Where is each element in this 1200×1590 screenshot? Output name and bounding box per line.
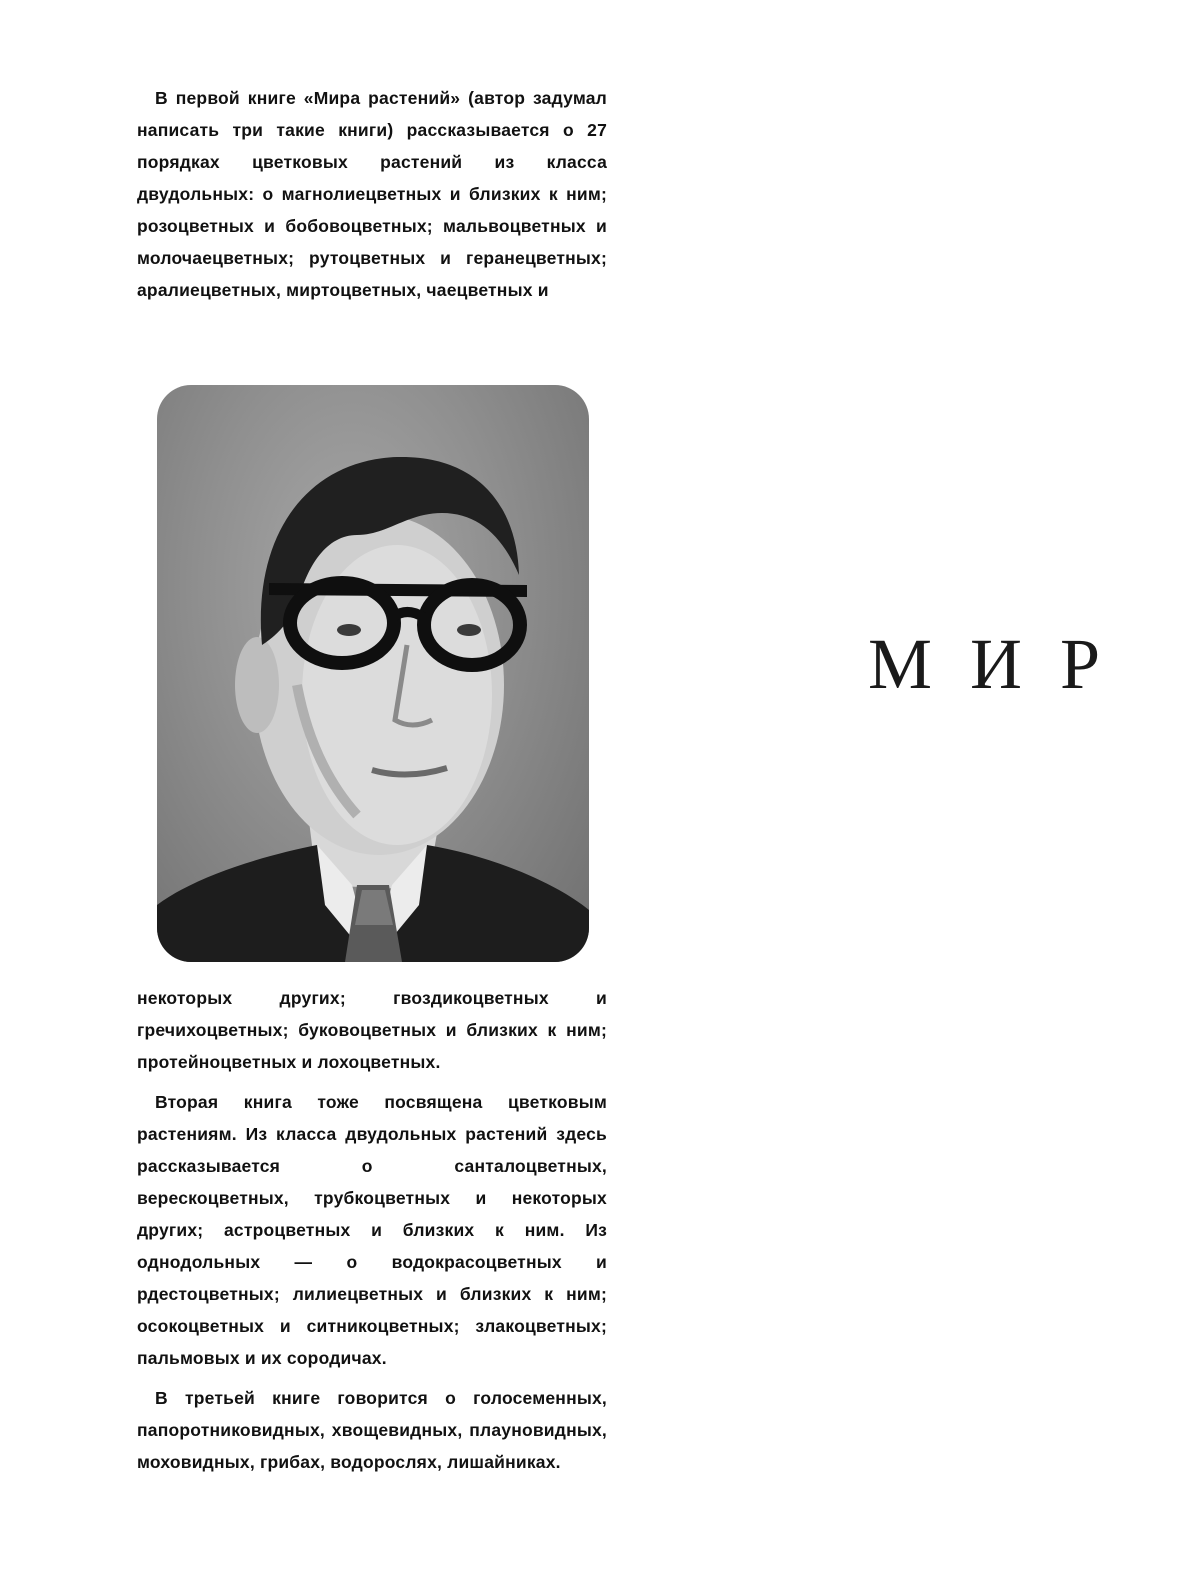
third-book-paragraph: В третьей книге говорится о голосеменных, папоротниковидных, хвощевидных, плауновидных, моховидных, грибах, водорослях, лишайниках. [137, 1388, 607, 1472]
portrait-drawing [157, 385, 589, 962]
intro-paragraph-start: В первой книге «Мира растений» (автор задумал написать три такие книги) рассказывается о 27 порядках цветковых растений из класса двудольных: о магнолиецветных и близких к ним; розоцветных и бобовоцветных; мальвоцветных и молочаецветных; рутоцветных и геранецветных; аралиецветных, миртоцветных, чаецветных и [137, 88, 607, 300]
text-column-top [137, 82, 607, 306]
second-book-paragraph: Вторая книга тоже посвящена цветковым растениям. Из класса двудольных растений здесь рассказывается о санталоцветных, верескоцветных, трубкоцветных и некоторых других; астроцветных и близких к ним. Из однодольных — о водокрасоцветных и рдестоцветных; лилиецветных и близких к ним; осокоцветных и ситникоцветных; злакоцветных; пальмовых и их сородичах. [137, 1092, 607, 1368]
author-portrait-photo [157, 385, 589, 962]
intro-paragraph-end: некоторых других; гвоздикоцветных и гречихоцветных; буковоцветных и близких к ним; протейноцветных и лохоцветных. [137, 988, 607, 1072]
title-text: М И Р [868, 624, 1111, 704]
text-column-bottom [137, 982, 607, 1478]
